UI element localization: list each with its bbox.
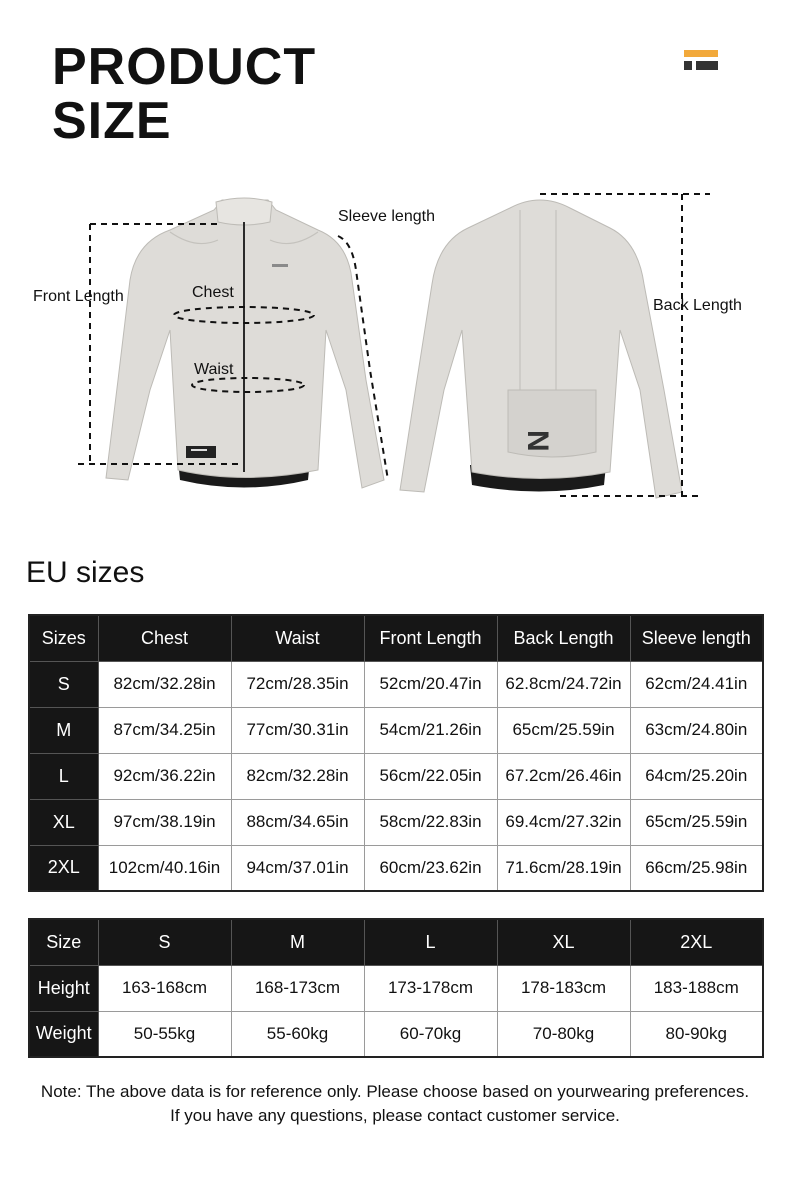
fit-table (28, 918, 764, 1058)
table-cell: 94cm/37.01in (231, 845, 364, 891)
table-cell: 58cm/22.83in (364, 799, 497, 845)
front-jacket (106, 198, 384, 488)
table-cell: 64cm/25.20in (630, 753, 763, 799)
table-cell: 66cm/25.98in (630, 845, 763, 891)
table-cell: 67.2cm/26.46in (497, 753, 630, 799)
table-cell: 163-168cm (98, 965, 231, 1011)
header-sizes: Sizes (29, 615, 98, 661)
table-cell: 69.4cm/27.32in (497, 799, 630, 845)
header-size-m: M (231, 919, 364, 965)
table-cell: 178-183cm (497, 965, 630, 1011)
table-cell: 71.6cm/28.19in (497, 845, 630, 891)
header-waist: Waist (231, 615, 364, 661)
page-title (52, 40, 316, 148)
table-cell: 82cm/32.28in (98, 661, 231, 707)
table-cell: 183-188cm (630, 965, 763, 1011)
header-size: Size (29, 919, 98, 965)
table-header-row (29, 919, 763, 965)
table-cell: 168-173cm (231, 965, 364, 1011)
size-cell: M (29, 707, 98, 753)
size-cell: XL (29, 799, 98, 845)
table-cell: 63cm/24.80in (630, 707, 763, 753)
logo-bar-dark-small (684, 61, 692, 70)
header-front-length: Front Length (364, 615, 497, 661)
front-length-label: Front Length (33, 288, 124, 305)
table-cell: 80-90kg (630, 1011, 763, 1057)
chest-label: Chest (192, 284, 234, 301)
table-cell: 55-60kg (231, 1011, 364, 1057)
table-row (29, 707, 763, 753)
header-back-length: Back Length (497, 615, 630, 661)
table-cell: 77cm/30.31in (231, 707, 364, 753)
table-row (29, 965, 763, 1011)
back-logo-mark: N (521, 430, 554, 452)
header-sleeve-length: Sleeve length (630, 615, 763, 661)
table-cell: 88cm/34.65in (231, 799, 364, 845)
size-cell: 2XL (29, 845, 98, 891)
table-cell: 52cm/20.47in (364, 661, 497, 707)
table-cell: 70-80kg (497, 1011, 630, 1057)
title-line-1: PRODUCT (52, 38, 317, 96)
header-chest: Chest (98, 615, 231, 661)
header-size-xl: XL (497, 919, 630, 965)
table-row (29, 845, 763, 891)
back-jacket (400, 200, 682, 498)
back-length-label: Back Length (653, 297, 742, 314)
table-cell: 65cm/25.59in (630, 799, 763, 845)
jacket-measurement-illustration (0, 180, 790, 510)
header-size-2xl: 2XL (630, 919, 763, 965)
table-cell: 65cm/25.59in (497, 707, 630, 753)
title-line-2: SIZE (52, 92, 172, 150)
reference-note (0, 1080, 790, 1128)
row-label-height: Height (29, 965, 98, 1011)
logo-bar-dark-large (696, 61, 718, 70)
table-row (29, 661, 763, 707)
waist-label: Waist (194, 361, 234, 378)
row-label-weight: Weight (29, 1011, 98, 1057)
table-cell: 60-70kg (364, 1011, 497, 1057)
size-cell: S (29, 661, 98, 707)
table-cell: 62cm/24.41in (630, 661, 763, 707)
eu-sizes-title: EU sizes (26, 556, 145, 589)
table-cell: 173-178cm (364, 965, 497, 1011)
table-cell: 54cm/21.26in (364, 707, 497, 753)
table-cell: 87cm/34.25in (98, 707, 231, 753)
table-cell: 92cm/36.22in (98, 753, 231, 799)
note-line-2: If you have any questions, please contact customer service. (170, 1106, 620, 1125)
table-cell: 72cm/28.35in (231, 661, 364, 707)
table-cell: 97cm/38.19in (98, 799, 231, 845)
note-line-1: Note: The above data is for reference only. Please choose based on yourwearing preferences. (40, 1082, 750, 1101)
table-cell: 62.8cm/24.72in (497, 661, 630, 707)
table-row (29, 1011, 763, 1057)
table-cell: 102cm/40.16in (98, 845, 231, 891)
table-row (29, 799, 763, 845)
sleeve-length-label: Sleeve length (338, 208, 435, 225)
header-size-s: S (98, 919, 231, 965)
table-cell: 56cm/22.05in (364, 753, 497, 799)
table-cell: 60cm/23.62in (364, 845, 497, 891)
table-row (29, 753, 763, 799)
size-cell: L (29, 753, 98, 799)
jacket-diagram (0, 180, 790, 510)
brand-logo (684, 50, 720, 72)
table-cell: 50-55kg (98, 1011, 231, 1057)
table-cell: 82cm/32.28in (231, 753, 364, 799)
logo-bar-accent (684, 50, 718, 57)
eu-size-table (28, 614, 764, 892)
table-header-row (29, 615, 763, 661)
header-size-l: L (364, 919, 497, 965)
